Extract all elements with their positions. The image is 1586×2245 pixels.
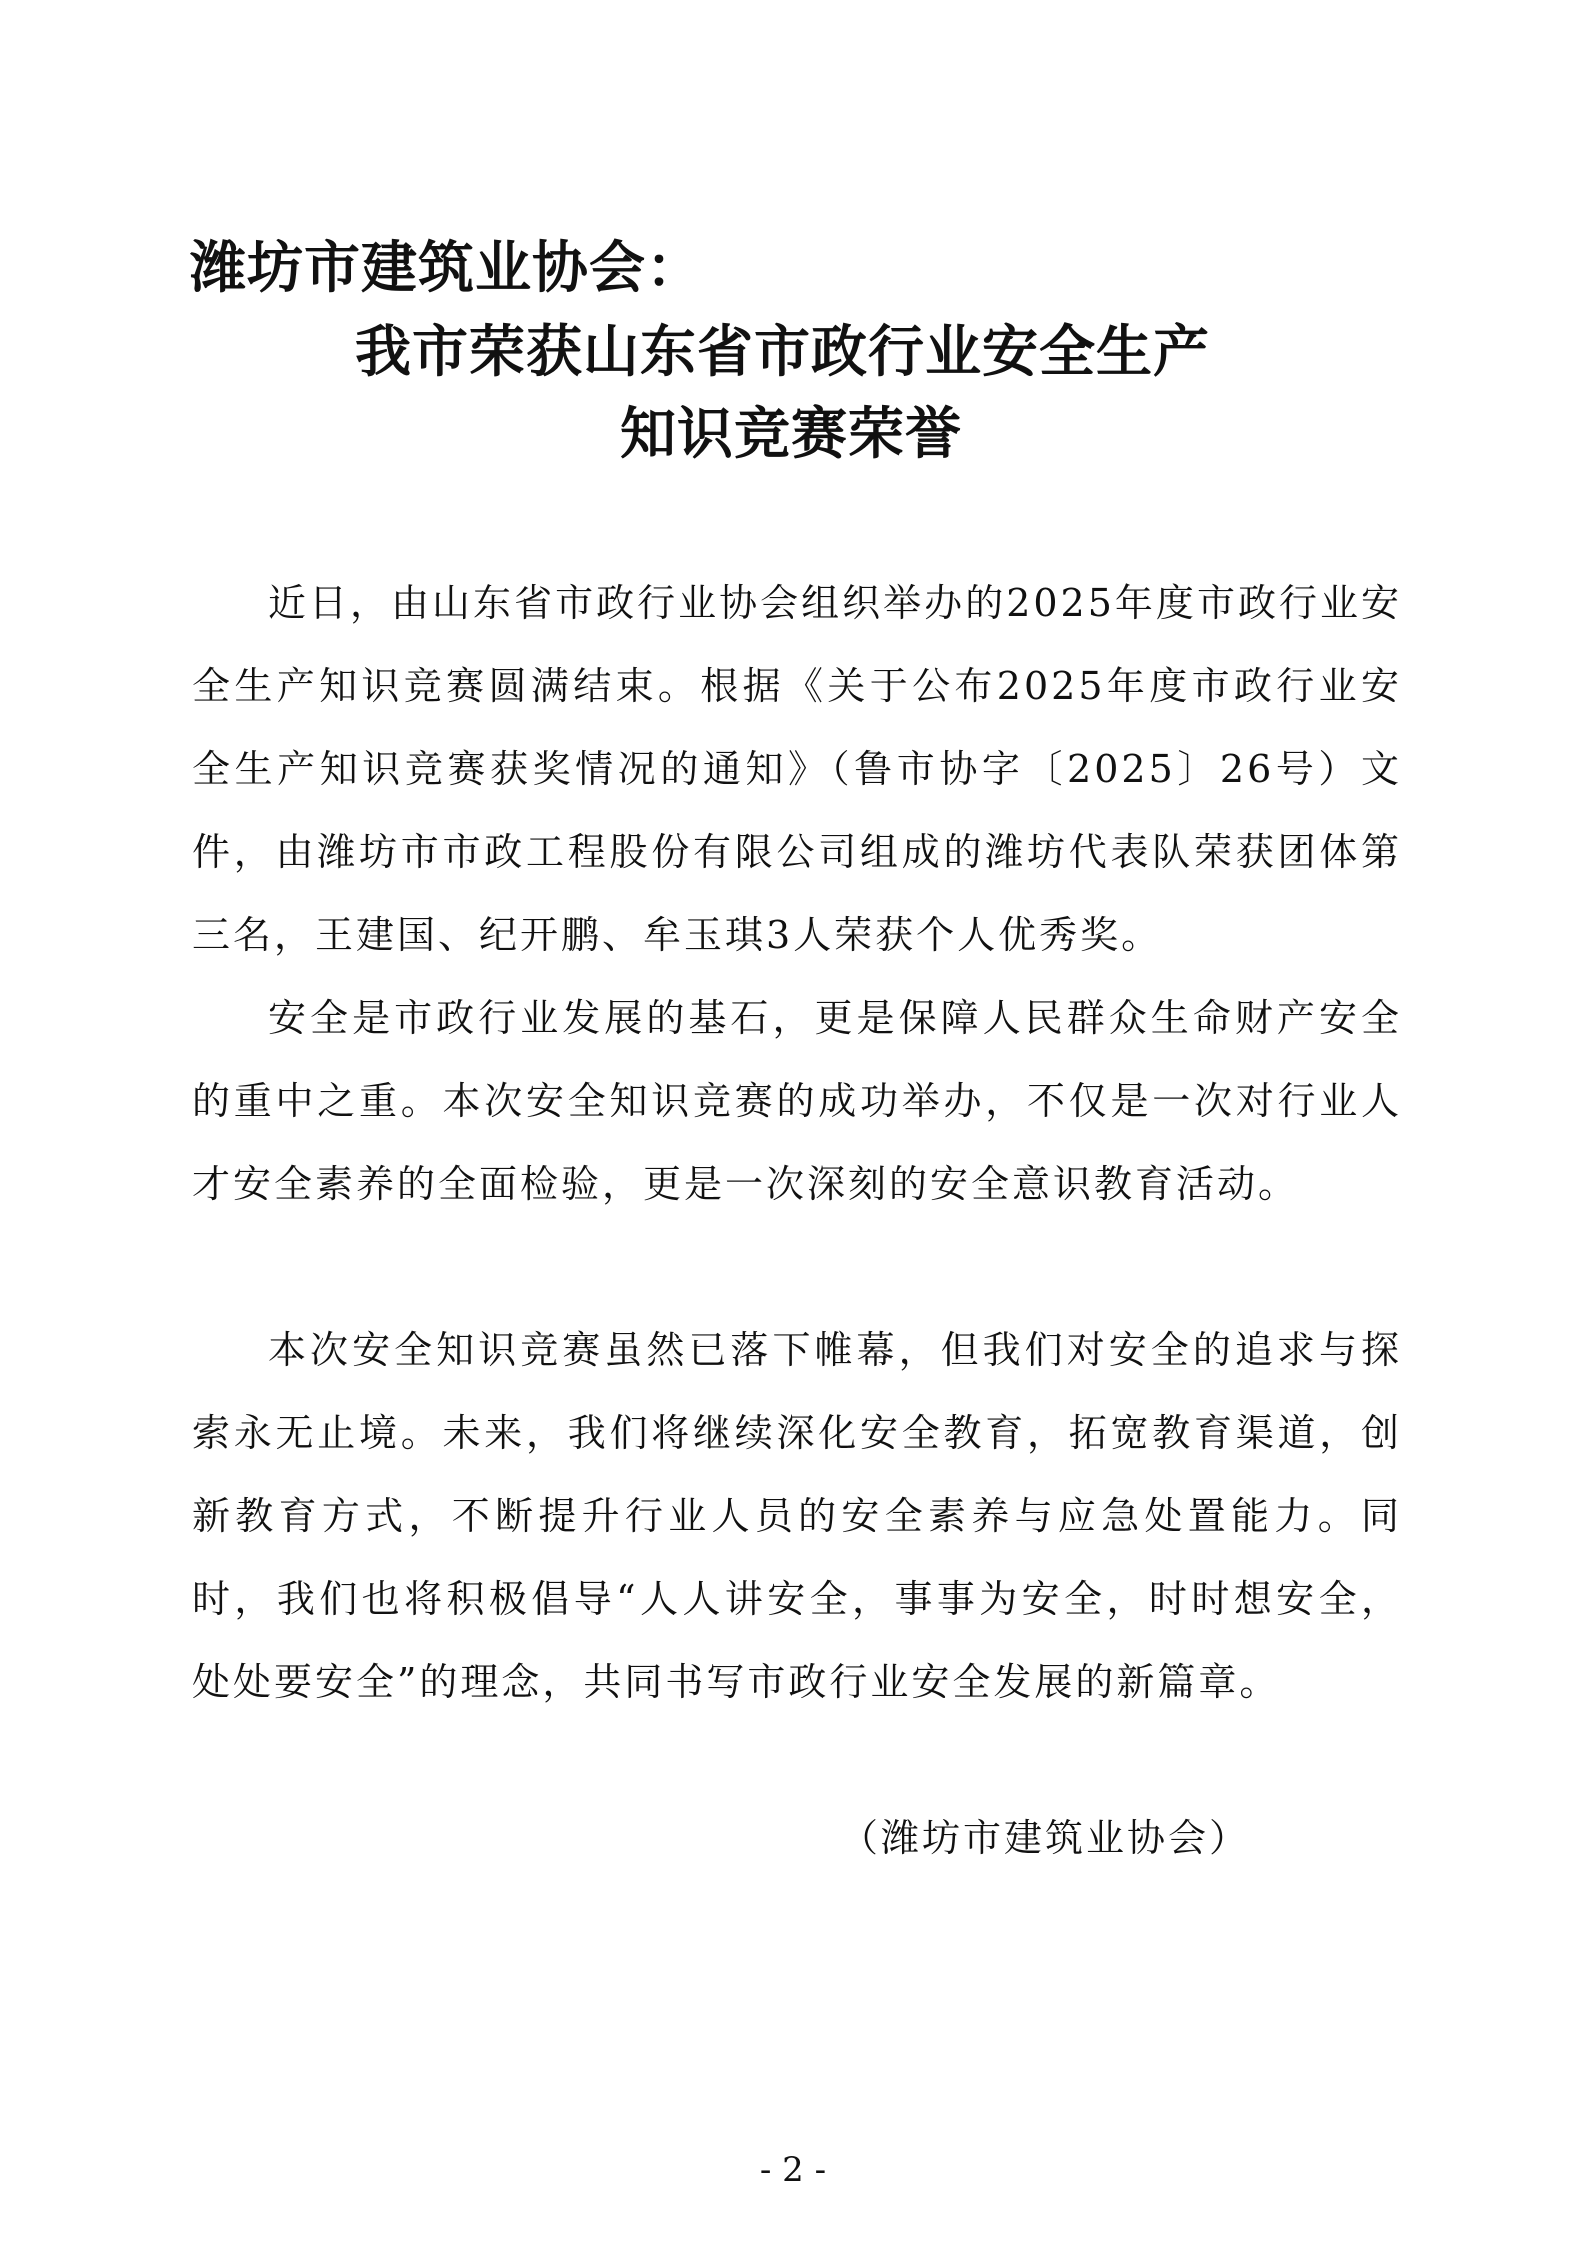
heading-title-line-2: 知识竞赛荣誉 <box>620 401 962 467</box>
heading-title-line-1: 我市荣获山东省市政行业安全生产 <box>355 319 1210 385</box>
body-paragraph-3: 本次安全知识竞赛虽然已落下帷幕，但我们对安全的追求与探索永无止境。未来，我们将继续深化安全教育，拓宽教育渠道，创新教育方式，不断提升行业人员的安全素养与应急处置能力。同时，我们也将积极倡导“人人讲安全，事事为安全，时时想安全，处处要安全”的理念，共同书写市政行业安全发展的新篇章。 <box>192 1328 1402 1704</box>
body-paragraph-2: 安全是市政行业发展的基石，更是保障人民群众生命财产安全的重中之重。本次安全知识竞赛的成功举办，不仅是一次对行业人才安全素养的全面检验，更是一次深刻的安全意识教育活动。 <box>192 996 1402 1206</box>
body-paragraph-1: 近日，由山东省市政行业协会组织举办的2025年度市政行业安全生产知识竞赛圆满结束。根据《关于公布2025年度市政行业安全生产知识竞赛获奖情况的通知》（鲁市协字〔2025〕26号）文件，由潍坊市市政工程股份有限公司组成的潍坊代表队荣获团体第三名，王建国、纪开鹏、牟玉琪3人荣获个人优秀奖。 <box>192 581 1402 957</box>
source-attribution: （潍坊市建筑业协会） <box>840 1816 1251 1860</box>
heading-organization: 潍坊市建筑业协会： <box>190 235 703 301</box>
page-number: - 2 - <box>759 2150 827 2190</box>
